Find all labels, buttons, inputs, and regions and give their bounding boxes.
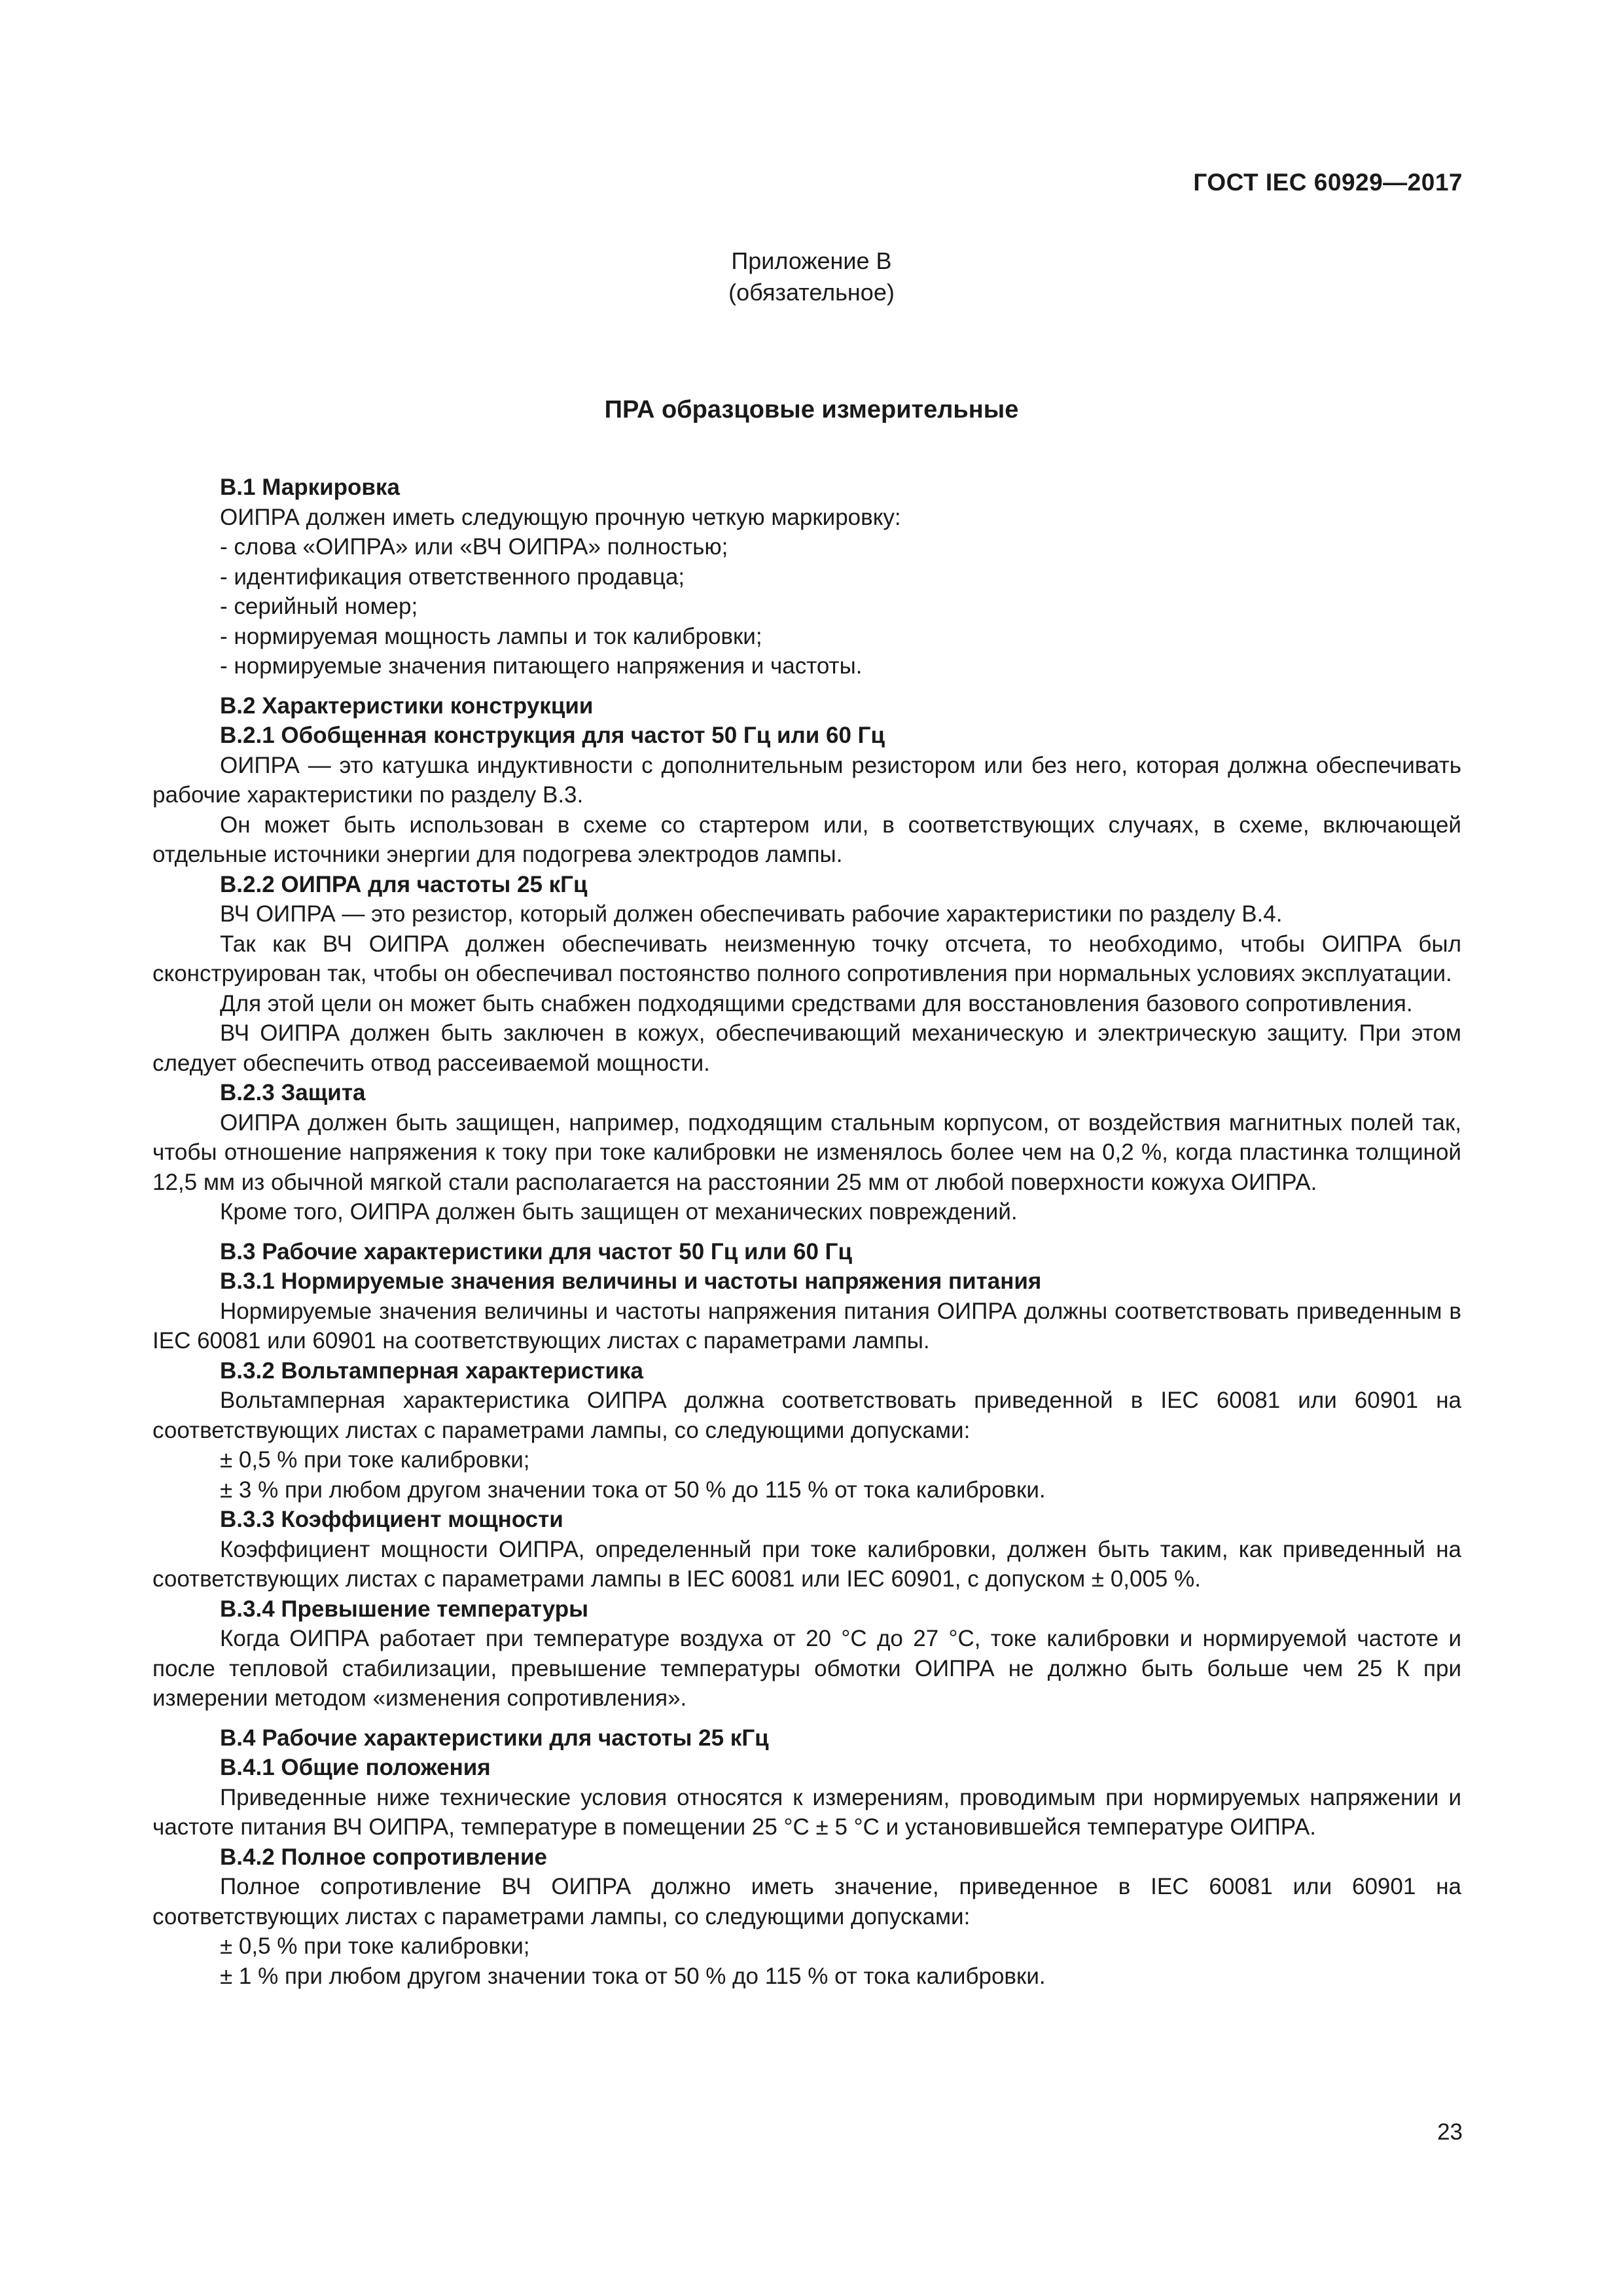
paragraph: ВЧ ОИПРА — это резистор, который должен обеспечивать рабочие характеристики по разделу В.4. <box>220 901 1283 927</box>
annex-title: ПРА образцовые измерительные <box>604 396 1019 423</box>
paragraph: Полное сопротивление ВЧ ОИПРА должно иметь значение, приведенное в IEC 60081 или 60901 на соответствующих листах с параметрами лампы, со следующими допусками: <box>152 1874 1461 1929</box>
section-heading-b4: В.4 Рабочие характеристики для частоты 25 кГц <box>220 1725 769 1751</box>
paragraph: Вольтамперная характеристика ОИПРА должна соответствовать приведенной в IEC 60081 или 60901 на соответствующих листах с параметрами лампы, со следующими допусками: <box>152 1388 1461 1443</box>
page-number: 23 <box>1437 2119 1463 2145</box>
annex-heading <box>0 245 1623 308</box>
list-item: - идентификация ответственного продавца; <box>220 564 685 590</box>
section-heading-b3: В.3 Рабочие характеристики для частот 50 Гц или 60 Гц <box>220 1238 853 1265</box>
paragraph: Когда ОИПРА работает при температуре воздуха от 20 °С до 27 °С, токе калибровки и нормируемой частоте и после тепловой стабилизации, превышение температуры обмотки ОИПРА не должно быть больше чем 25 К при измерении методом «изменения сопротивления». <box>152 1626 1461 1711</box>
list-item: ± 0,5 % при токе калибровки; <box>220 1933 530 1959</box>
subsection-heading-b31: В.3.1 Нормируемые значения величины и частоты напряжения питания <box>220 1268 1042 1294</box>
subsection-heading-b23: В.2.3 Защита <box>220 1080 366 1105</box>
list-item: ± 3 % при любом другом значении тока от 50 % до 115 % от тока калибровки. <box>220 1477 1046 1503</box>
paragraph: ОИПРА — это катушка индуктивности с дополнительным резистором или без него, которая должна обеспечивать рабочие характеристики по разделу В.3. <box>152 752 1461 808</box>
list-item: ± 1 % при любом другом значении тока от 50 % до 115 % от тока калибровки. <box>220 1963 1046 1989</box>
subsection-heading-b34: В.3.4 Превышение температуры <box>220 1596 589 1622</box>
subsection-heading-b33: В.3.3 Коэффициент мощности <box>220 1507 563 1532</box>
list-item: - слова «ОИПРА» или «ВЧ ОИПРА» полностью; <box>220 534 728 560</box>
paragraph: Приведенные ниже технические условия относятся к измерениям, проводимым при нормируемых напряжении и частоте питания ВЧ ОИПРА, температуре в помещении 25 °С ± 5 °С и установившейся температуре ОИПРА. <box>152 1784 1461 1840</box>
section-heading-b1: В.1 Маркировка <box>220 475 400 500</box>
document-code: ГОСТ IEC 60929—2017 <box>1193 169 1463 196</box>
paragraph: ВЧ ОИПРА должен быть заключен в кожух, обеспечивающий механическую и электрическую защиту. При этом следует обеспечить отвод рассеиваемой мощности. <box>152 1020 1461 1076</box>
document-body <box>152 473 1461 1991</box>
section-heading-b2: В.2 Характеристики конструкции <box>220 692 594 719</box>
subsection-heading-b42: В.4.2 Полное сопротивление <box>220 1844 547 1870</box>
paragraph: Нормируемые значения величины и частоты напряжения питания ОИПРА должны соответствовать приведенным в IEC 60081 или 60901 на соответствующих листах с параметрами лампы. <box>152 1298 1461 1354</box>
subsection-heading-b22: В.2.2 ОИПРА для частоты 25 кГц <box>220 871 588 897</box>
paragraph: Так как ВЧ ОИПРА должен обеспечивать неизменную точку отсчета, то необходимо, чтобы ОИПРА был сконструирован так, чтобы он обеспечивал постоянство полного сопротивления при нормальных условиях эксплуатации. <box>152 931 1461 986</box>
annex-status: (обязательное) <box>728 279 895 306</box>
paragraph: Кроме того, ОИПРА должен быть защищен от механических повреждений. <box>220 1199 1018 1225</box>
subsection-heading-b32: В.3.2 Вольтамперная характеристика <box>220 1357 643 1384</box>
paragraph: Он может быть использован в схеме со стартером или, в соответствующих случаях, в схеме, включающей отдельные источники энергии для подогрева электродов лампы. <box>152 812 1461 867</box>
list-item: - нормируемые значения питающего напряжения и частоты. <box>220 653 863 679</box>
paragraph: Для этой цели он может быть снабжен подходящими средствами для восстановления базового сопротивления. <box>220 990 1413 1016</box>
subsection-heading-b21: В.2.1 Обобщенная конструкция для частот 50 Гц или 60 Гц <box>220 723 885 748</box>
list-item: - серийный номер; <box>220 594 418 619</box>
paragraph: ОИПРА должен иметь следующую прочную четкую маркировку: <box>220 504 901 530</box>
annex-label: Приложение В <box>731 247 892 274</box>
list-item: - нормируемая мощность лампы и ток калибровки; <box>220 623 762 649</box>
subsection-heading-b41: В.4.1 Общие положения <box>220 1755 491 1780</box>
paragraph: ОИПРА должен быть защищен, например, подходящим стальным корпусом, от воздействия магнитных полей так, чтобы отношение напряжения к току при токе калибровки не изменялось более чем на 0,2 %, когда пластинка толщиной 12,5 мм из обычной мягкой стали располагается на расстоянии 25 мм от любой поверхности кожуха ОИПРА. <box>152 1109 1461 1195</box>
paragraph: Коэффициент мощности ОИПРА, определенный при токе калибровки, должен быть таким, как приведенный на соответствующих листах с параметрами лампы в IEC 60081 или IEC 60901, с допуском ± 0,005 %. <box>152 1536 1461 1592</box>
list-item: ± 0,5 % при токе калибровки; <box>220 1447 530 1473</box>
